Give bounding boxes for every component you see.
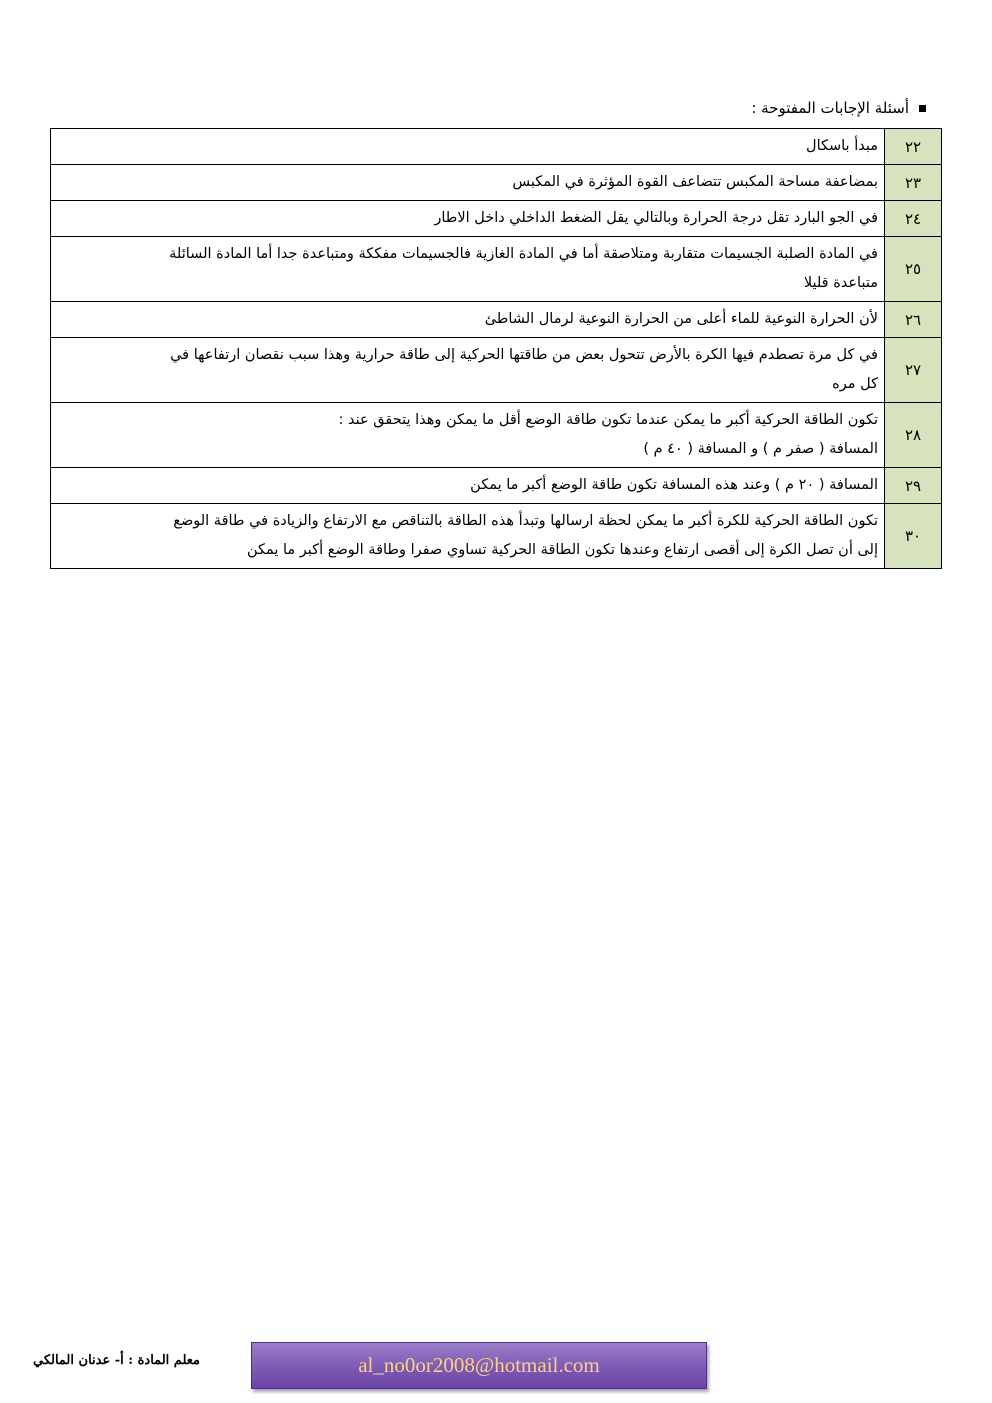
answer-line: في كل مرة تصطدم فيها الكرة بالأرض تتحول بعض من طاقتها الحركية إلى طاقة حرارية وهذا سبب نقصان ارتفاعها في [170, 347, 878, 363]
answer-line: تكون الطاقة الحركية للكرة أكبر ما يمكن لحظة ارسالها وتبدأ هذه الطاقة بالتناقص مع الارتفاع والزيادة في طاقة الوضع [173, 513, 878, 529]
answer-line: في المادة الصلبة الجسيمات متقاربة ومتلاصقة أما في المادة الغازية فالجسيمات مفككة ومتباعدة جدا أما المادة السائلة [169, 246, 878, 262]
section-title: أسئلة الإجابات المفتوحة : [751, 99, 909, 117]
answer-line: تكون الطاقة الحركية أكبر ما يمكن عندما تكون طاقة الوضع أقل ما يمكن وهذا يتحقق عند : [338, 412, 878, 428]
answer-line: إلى أن تصل الكرة إلى أقصى ارتفاع وعندها تكون الطاقة الحركية تساوي صفرا وطاقة الوضع أكبر ما يمكن [246, 542, 878, 558]
answer-text [51, 504, 885, 569]
answer-number: ٢٥ [885, 237, 942, 302]
answer-line: مبدأ باسكال [806, 138, 878, 154]
answer-number: ٢٩ [885, 468, 942, 504]
answer-row [51, 201, 942, 237]
answer-text [51, 165, 885, 201]
section-heading [751, 99, 926, 117]
answer-row [51, 237, 942, 302]
email-address[interactable]: al_no0or2008@hotmail.com [358, 1353, 600, 1377]
answer-text [51, 302, 885, 338]
answer-number: ٢٧ [885, 338, 942, 403]
email-banner [251, 1342, 707, 1389]
answer-text [51, 468, 885, 504]
answer-row [51, 504, 942, 569]
answer-line: المسافة ( ٢٠ م ) وعند هذه المسافة تكون طاقة الوضع أكبر ما يمكن [470, 477, 878, 493]
answer-number: ٢٦ [885, 302, 942, 338]
answer-number: ٢٣ [885, 165, 942, 201]
answer-text [51, 403, 885, 468]
answer-row [51, 165, 942, 201]
answer-line: المسافة ( صفر م ) و المسافة ( ٤٠ م ) [643, 441, 878, 457]
answer-text [51, 129, 885, 165]
answer-line: لأن الحرارة النوعية للماء أعلى من الحرارة النوعية لرمال الشاطئ [484, 311, 878, 327]
answer-line: متباعدة قليلا [803, 275, 878, 291]
answer-line: كل مره [832, 376, 878, 392]
answer-text [51, 201, 885, 237]
answer-row [51, 302, 942, 338]
answer-number: ٢٤ [885, 201, 942, 237]
answer-number: ٢٢ [885, 129, 942, 165]
answer-row [51, 338, 942, 403]
teacher-name: معلم المادة : أ- عدنان المالكي [32, 1353, 200, 1368]
bullet-icon [919, 105, 926, 112]
answers-table [50, 128, 942, 569]
answer-text [51, 338, 885, 403]
answer-text [51, 237, 885, 302]
answer-row [51, 129, 942, 165]
answer-row [51, 403, 942, 468]
answer-line: بمضاعفة مساحة المكبس تتضاعف القوة المؤثرة في المكبس [512, 174, 878, 190]
answer-number: ٢٨ [885, 403, 942, 468]
answer-number: ٣٠ [885, 504, 942, 569]
answer-row [51, 468, 942, 504]
answer-line: في الجو البارد تقل درجة الحرارة وبالتالي يقل الضغط الداخلي داخل الاطار [434, 210, 878, 226]
